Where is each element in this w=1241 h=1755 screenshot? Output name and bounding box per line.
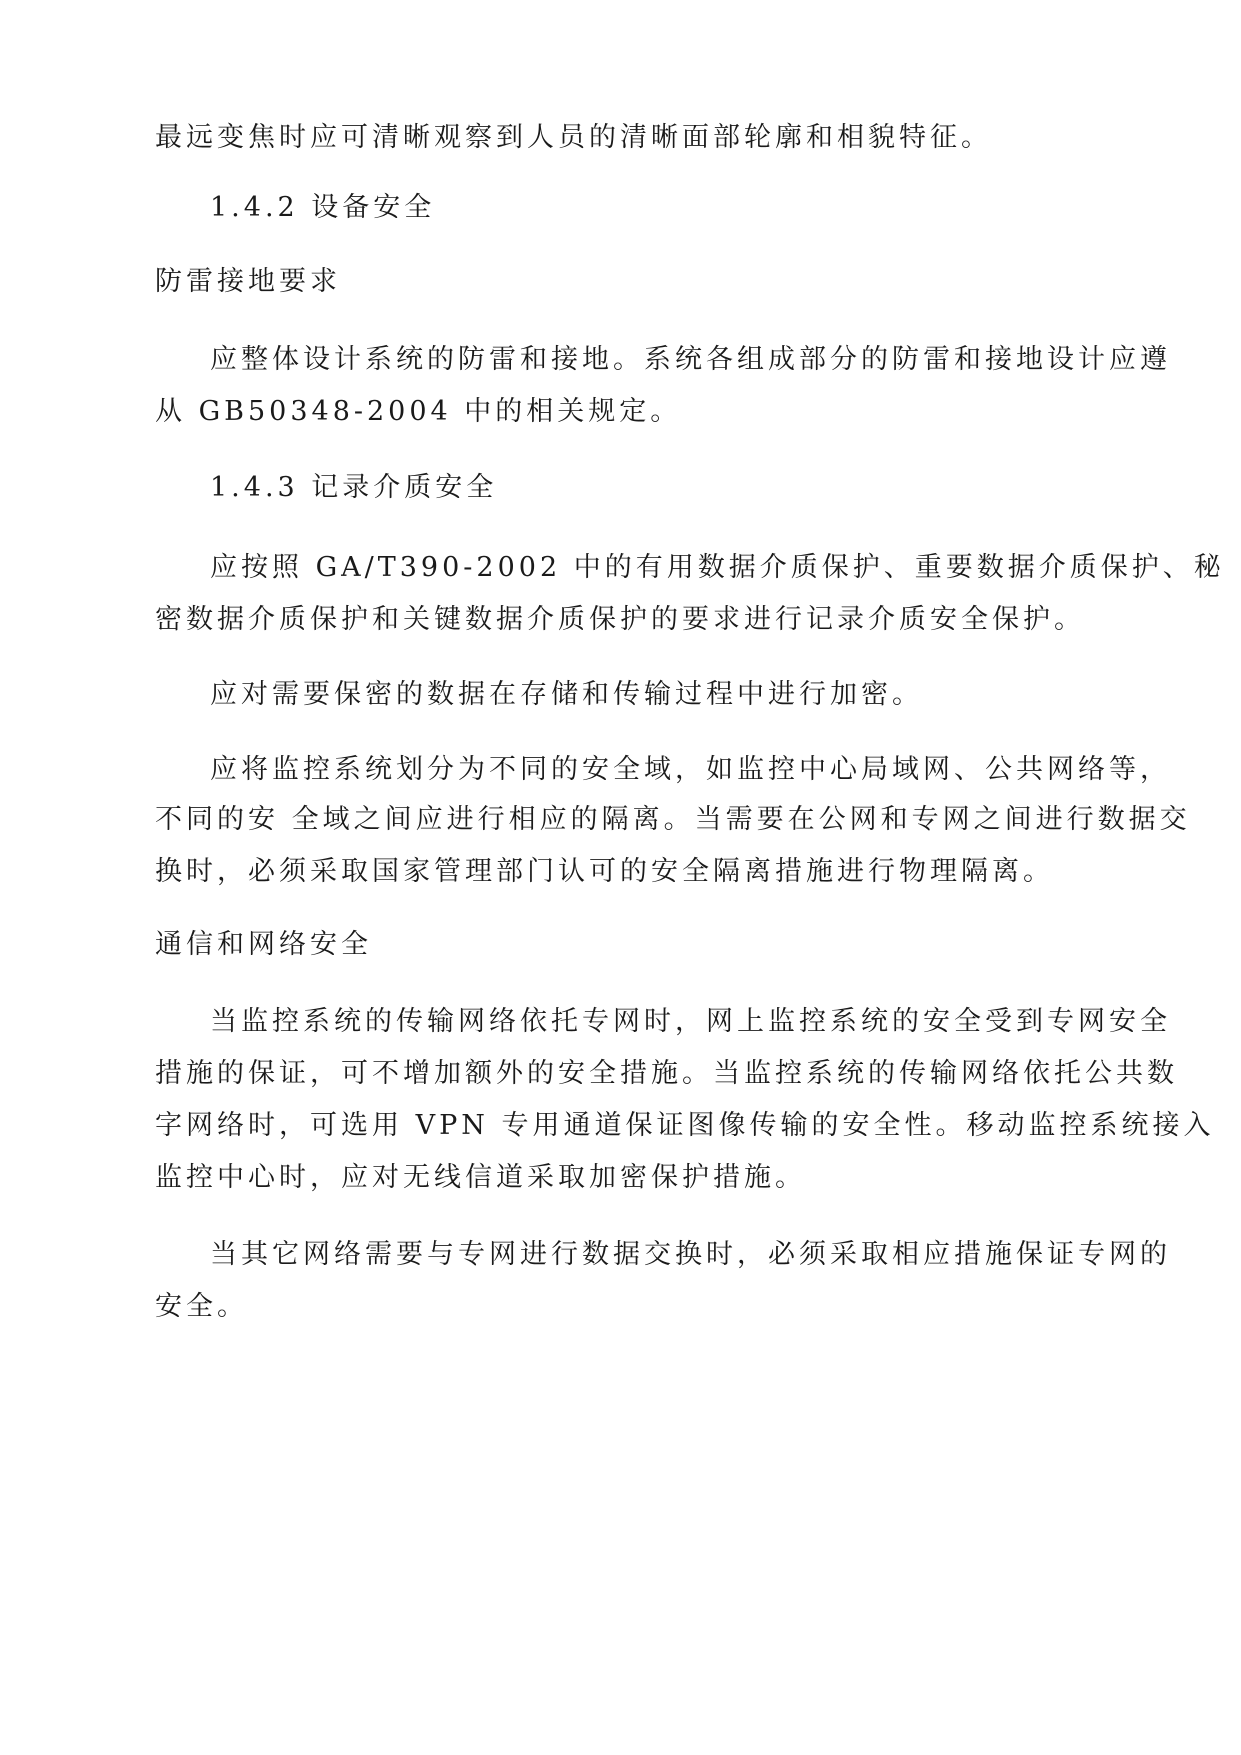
paragraph-line: 当监控系统的传输网络依托专网时，网上监控系统的安全受到专网安全 — [210, 1006, 1171, 1037]
paragraph-line: 监控中心时，应对无线信道采取加密保护措施。 — [155, 1162, 806, 1193]
section-heading: 1.4.3 记录介质安全 — [210, 472, 498, 503]
paragraph-line: 字网络时，可选用 VPN 专用通道保证图像传输的安全性。移动监控系统接入 — [155, 1110, 1215, 1141]
subheading: 通信和网络安全 — [155, 929, 372, 960]
paragraph-line: 不同的安 全域之间应进行相应的隔离。当需要在公网和专网之间进行数据交 — [155, 804, 1191, 835]
paragraph-line: 从 GB50348-2004 中的相关规定。 — [155, 396, 682, 427]
paragraph-line: 应整体设计系统的防雷和接地。系统各组成部分的防雷和接地设计应遵 — [210, 344, 1171, 375]
section-heading: 1.4.2 设备安全 — [210, 192, 436, 223]
paragraph-line: 应将监控系统划分为不同的安全域，如监控中心局域网、公共网络等， — [210, 754, 1171, 785]
paragraph-line: 换时，必须采取国家管理部门认可的安全隔离措施进行物理隔离。 — [155, 856, 1054, 887]
subheading: 防雷接地要求 — [155, 266, 341, 297]
paragraph-line: 措施的保证，可不增加额外的安全措施。当监控系统的传输网络依托公共数 — [155, 1058, 1178, 1089]
paragraph-line: 最远变焦时应可清晰观察到人员的清晰面部轮廓和相貌特征。 — [155, 122, 992, 153]
paragraph-line: 应对需要保密的数据在存储和传输过程中进行加密。 — [210, 679, 923, 710]
paragraph-line: 应按照 GA/T390-2002 中的有用数据介质保护、重要数据介质保护、秘 — [210, 552, 1225, 583]
paragraph-line: 密数据介质保护和关键数据介质保护的要求进行记录介质安全保护。 — [155, 604, 1085, 635]
paragraph-line: 当其它网络需要与专网进行数据交换时，必须采取相应措施保证专网的 — [210, 1239, 1171, 1270]
paragraph-line: 安全。 — [155, 1291, 248, 1322]
